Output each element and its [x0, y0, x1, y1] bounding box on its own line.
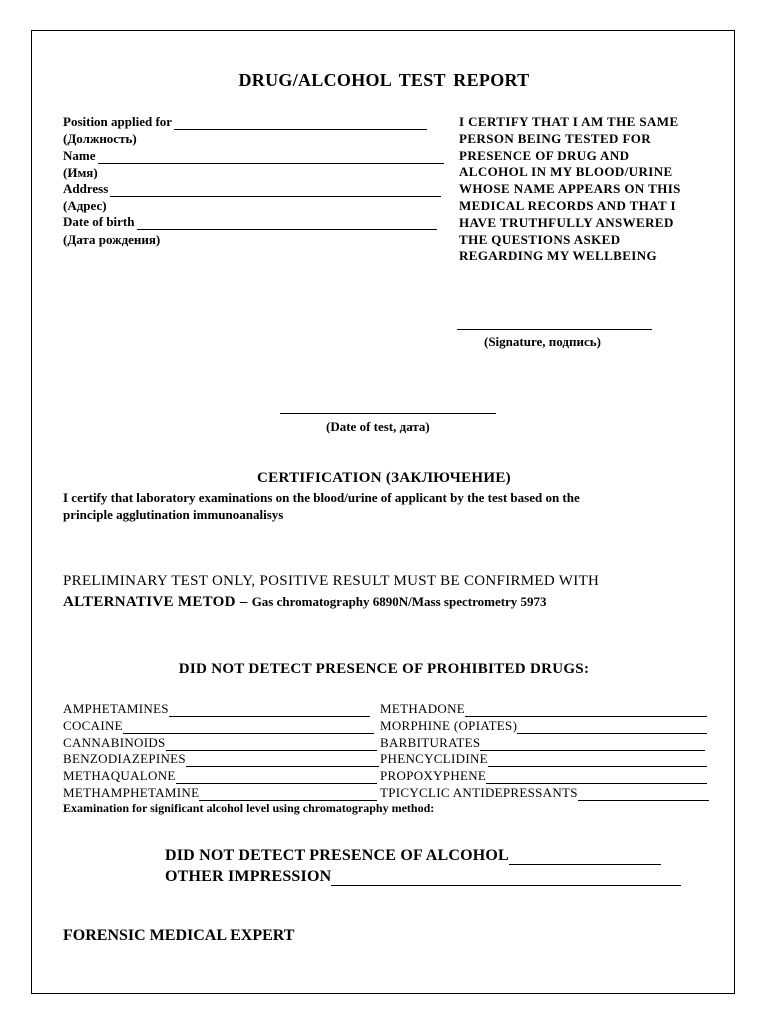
drug-row	[380, 751, 707, 767]
drug-name: BARBITURATES	[380, 735, 481, 750]
drug-row	[63, 718, 374, 734]
drug-row	[63, 751, 379, 767]
alcohol-result-label: DID NOT DETECT PRESENCE OF ALCOHOL	[165, 847, 509, 864]
drug-result-line[interactable]	[176, 772, 377, 784]
drug-name: TPICYCLIC ANTIDEPRESSANTS	[380, 785, 578, 800]
drug-result-line[interactable]	[480, 739, 705, 751]
dob-translation: (Дата рождения)	[63, 232, 161, 247]
position-label: Position applied for	[63, 114, 173, 129]
drug-name: MORPHINE (OPIATES)	[380, 718, 518, 733]
drug-name: METHAMPHETAMINE	[63, 785, 200, 800]
drug-row	[380, 768, 707, 784]
drug-result-line[interactable]	[166, 739, 377, 751]
certify-line: MEDICAL RECORDS AND THAT I	[459, 198, 676, 213]
drug-row	[63, 701, 370, 717]
dob-label: Date of birth	[63, 214, 135, 229]
position-input-line[interactable]	[174, 118, 427, 130]
other-impression-row	[165, 868, 681, 886]
drug-name: AMPHETAMINES	[63, 701, 169, 716]
alcohol-result-line[interactable]	[509, 851, 661, 865]
drug-row	[380, 735, 705, 751]
address-input-line[interactable]	[110, 185, 441, 197]
drug-result-line[interactable]	[578, 789, 709, 801]
name-input-line[interactable]	[98, 152, 444, 164]
name-translation: (Имя)	[63, 165, 98, 180]
dob-input-line[interactable]	[137, 218, 437, 230]
signature-line[interactable]	[457, 329, 652, 330]
certify-line: WHOSE NAME APPEARS ON THIS	[459, 181, 681, 196]
alternative-method-label: ALTERNATIVE METOD –	[63, 594, 252, 610]
alcohol-result-row	[165, 847, 661, 865]
drug-row	[380, 701, 707, 717]
drug-name: PHENCYCLIDINE	[380, 751, 488, 766]
drug-result-line[interactable]	[465, 705, 707, 717]
drug-result-line[interactable]	[486, 772, 707, 784]
certify-line: PRESENCE OF DRUG AND	[459, 148, 630, 163]
position-translation: (Должность)	[63, 131, 137, 146]
drug-name: METHADONE	[380, 701, 466, 716]
drug-result-line[interactable]	[169, 705, 370, 717]
date-of-test-line[interactable]	[280, 413, 496, 414]
drug-row	[63, 785, 377, 801]
name-label: Name	[63, 148, 96, 163]
other-impression-line[interactable]	[331, 872, 681, 886]
drug-row	[63, 735, 377, 751]
certify-line: PERSON BEING TESTED FOR	[459, 131, 652, 146]
drug-result-line[interactable]	[517, 722, 707, 734]
certification-text-line: principle agglutination immunoanalisys	[63, 507, 284, 522]
drug-result-line[interactable]	[123, 722, 374, 734]
address-translation: (Адрес)	[63, 198, 107, 213]
certify-line: ALCOHOL IN MY BLOOD/URINE	[459, 164, 673, 179]
drug-name: PROPOXYPHENE	[380, 768, 487, 783]
certification-text-line: I certify that laboratory examinations on the blood/urine of applicant by the test based on the	[63, 490, 580, 505]
certification-heading: CERTIFICATION (ЗАКЛЮЧЕНИЕ)	[257, 470, 511, 486]
address-label: Address	[63, 181, 109, 196]
drug-result-line[interactable]	[199, 789, 377, 801]
document-title: DRUG/ALCOHOL TEST REPORT	[238, 70, 530, 90]
dob-field	[63, 214, 437, 230]
drug-row	[380, 785, 709, 801]
preliminary-notice: PRELIMINARY TEST ONLY, POSITIVE RESULT MUST BE CONFIRMED WITH	[63, 573, 600, 589]
drug-result-line[interactable]	[488, 755, 707, 767]
drug-name: METHAQUALONE	[63, 768, 176, 783]
certify-line: REGARDING MY WELLBEING	[459, 248, 658, 263]
other-impression-label: OTHER IMPRESSION	[165, 868, 332, 885]
forensic-expert-label: FORENSIC MEDICAL EXPERT	[63, 927, 295, 944]
certify-line: I CERTIFY THAT I AM THE SAME	[459, 114, 679, 129]
alcohol-exam-note: Examination for significant alcohol level using chromatography method:	[63, 801, 435, 815]
drug-name: BENZODIAZEPINES	[63, 751, 186, 766]
drug-row	[380, 718, 707, 734]
drugs-heading: DID NOT DETECT PRESENCE OF PROHIBITED DRUGS:	[178, 661, 590, 677]
alternative-method-detail: Gas chromatography 6890N/Mass spectrometry 5973	[251, 594, 547, 609]
position-field	[63, 114, 427, 130]
alternative-method	[63, 593, 547, 611]
address-field	[63, 181, 441, 197]
certify-line: HAVE TRUTHFULLY ANSWERED	[459, 215, 674, 230]
signature-label: (Signature, подпись)	[484, 334, 601, 349]
drug-result-line[interactable]	[186, 755, 379, 767]
certify-line: THE QUESTIONS ASKED	[459, 232, 621, 247]
drug-name: COCAINE	[63, 718, 123, 733]
name-field	[63, 148, 444, 164]
date-of-test-label: (Date of test, дата)	[326, 419, 430, 434]
drug-row	[63, 768, 377, 784]
drug-name: CANNABINOIDS	[63, 735, 166, 750]
